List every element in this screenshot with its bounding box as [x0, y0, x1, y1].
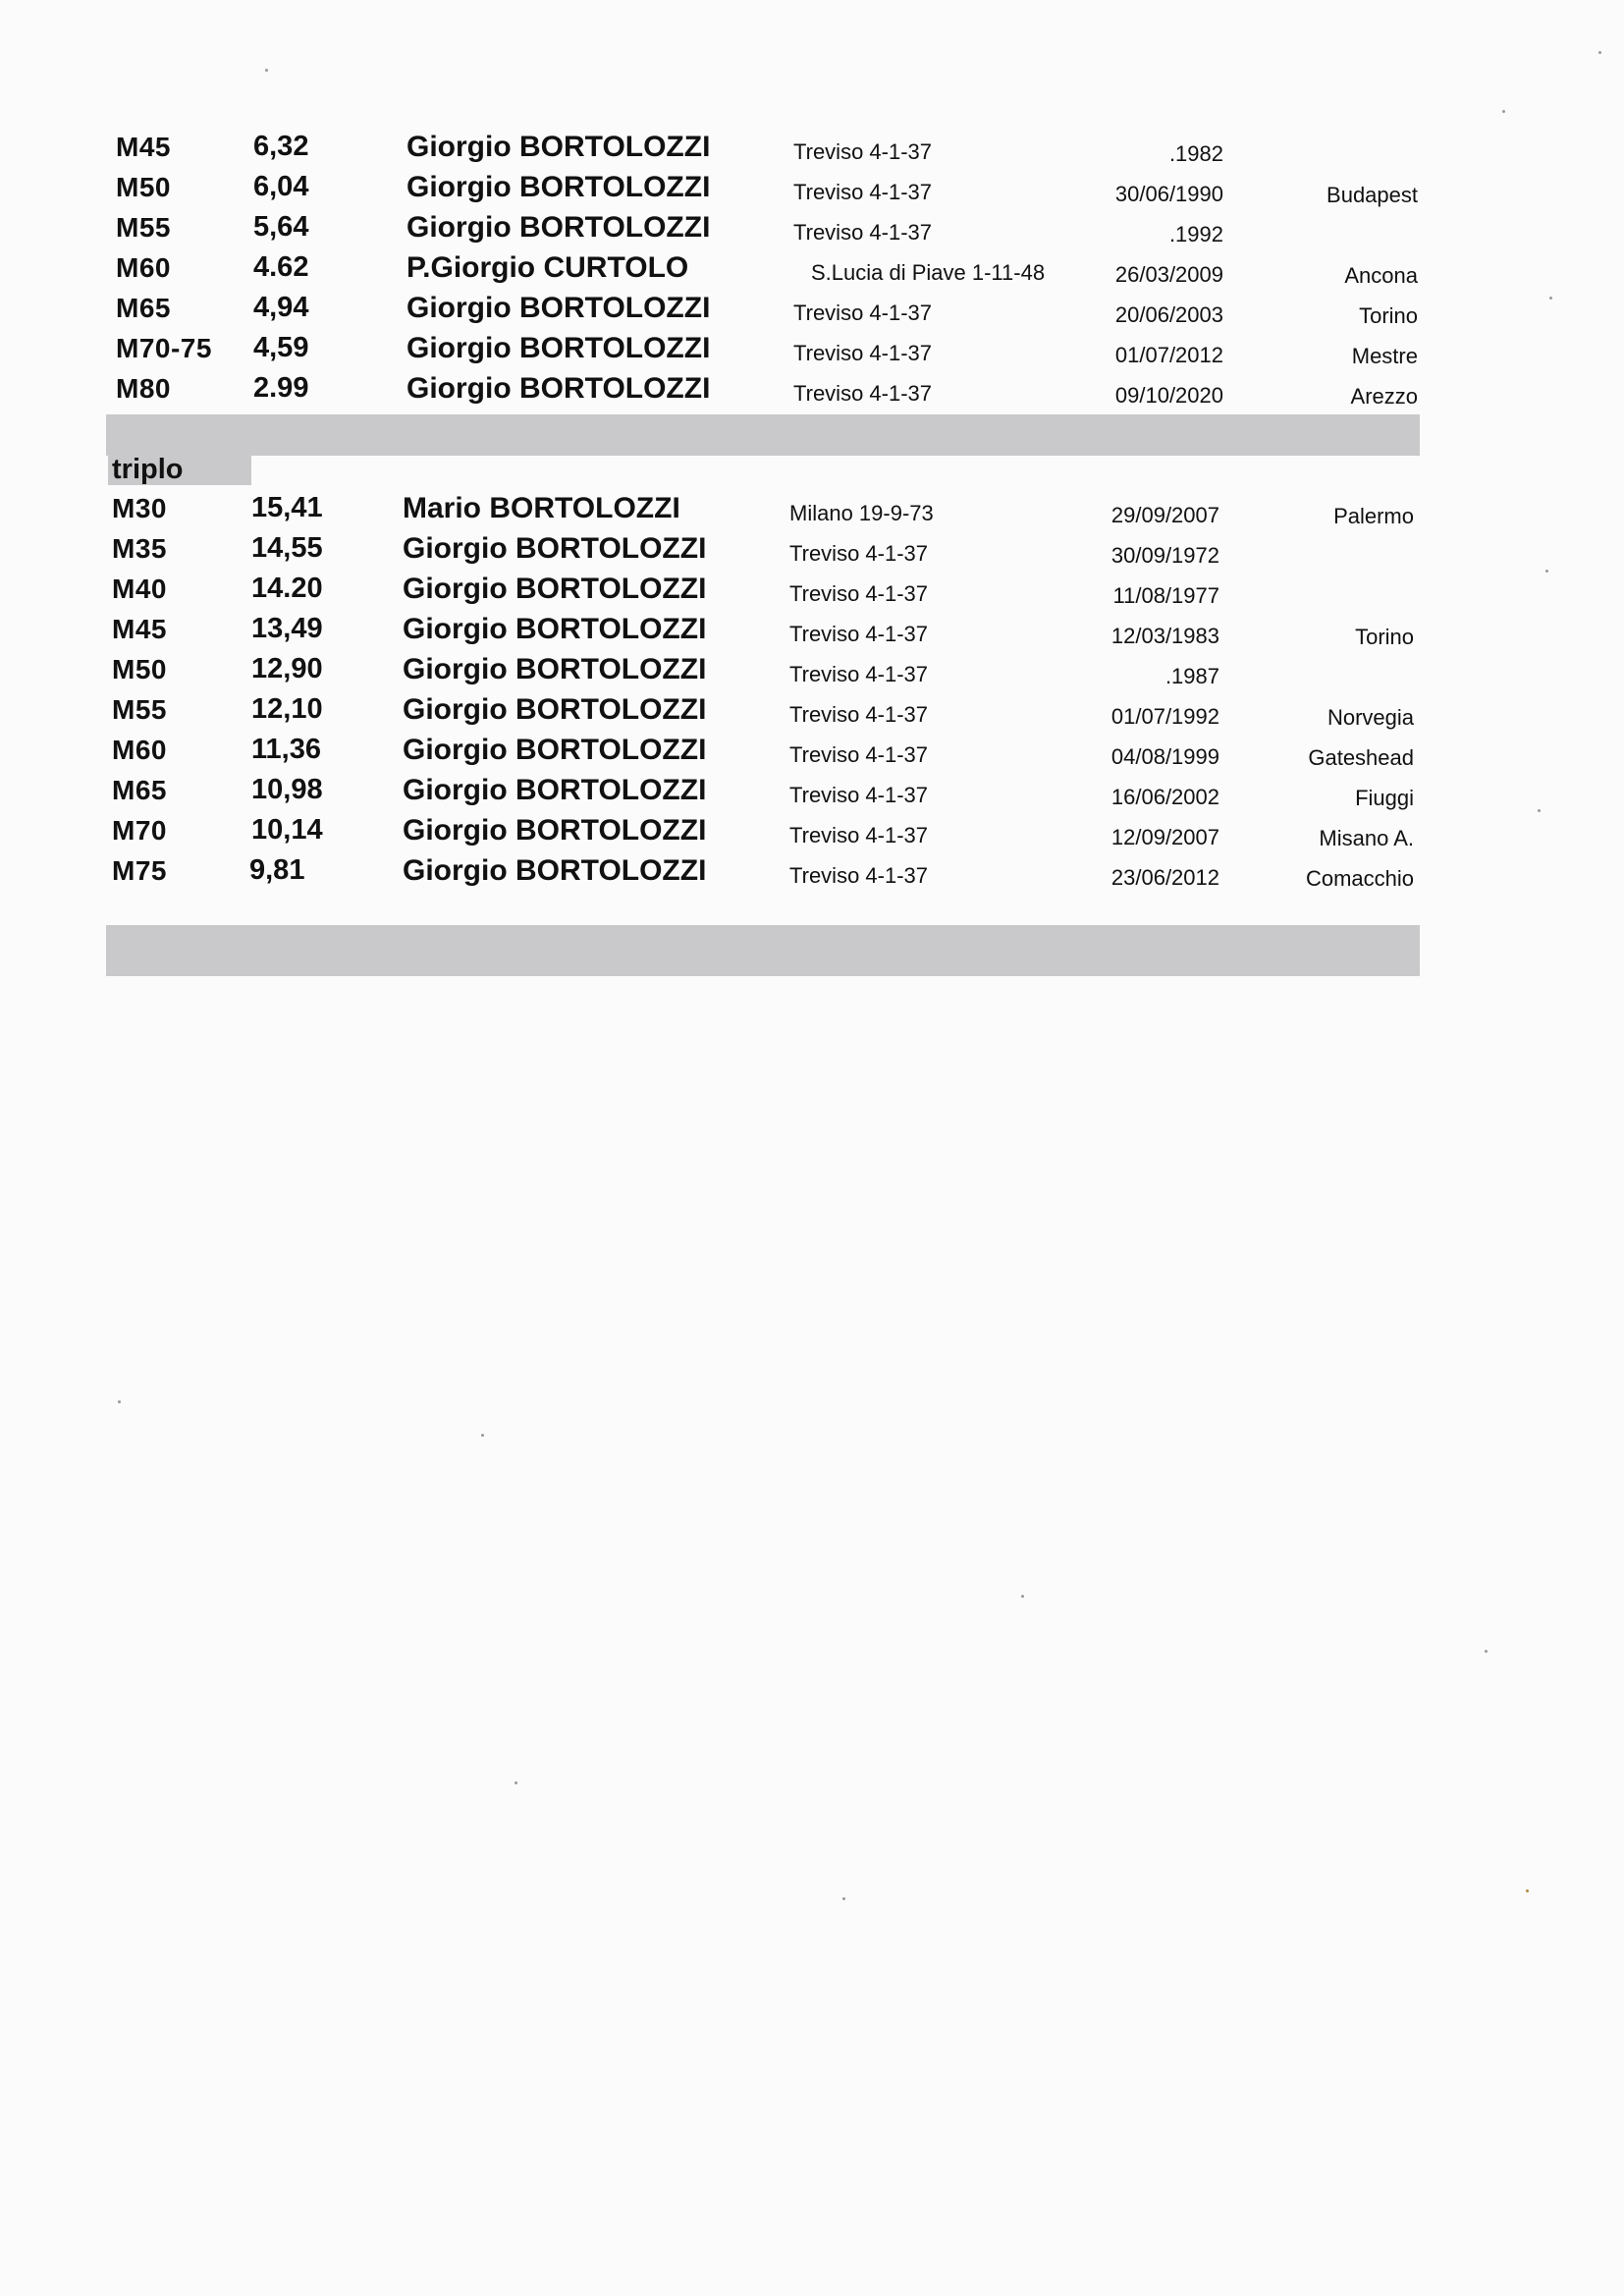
mark: 15,41	[251, 492, 323, 523]
category: M80	[116, 373, 171, 404]
table-row	[102, 568, 1416, 608]
category: M60	[112, 735, 167, 765]
category: M70	[112, 815, 167, 846]
scan-speck	[481, 1434, 484, 1437]
birth-info: Treviso 4-1-37	[789, 662, 929, 686]
athlete-name: Giorgio BORTOLOZZI	[403, 693, 707, 726]
section-title: triplo	[108, 454, 251, 485]
table-row	[106, 367, 1420, 408]
category: M75	[112, 855, 167, 886]
scan-speck	[1549, 297, 1552, 300]
birth-info: Treviso 4-1-37	[793, 381, 933, 406]
athlete-name: Giorgio BORTOLOZZI	[403, 653, 707, 685]
category: M45	[116, 132, 171, 162]
birth-info: Treviso 4-1-37	[789, 622, 929, 646]
scan-speck	[1485, 1650, 1488, 1653]
scan-speck	[1545, 570, 1548, 573]
birth-info: Treviso 4-1-37	[789, 581, 929, 606]
mark: 6,04	[253, 171, 309, 202]
record-place: Palermo	[1333, 504, 1414, 528]
table-row	[102, 688, 1416, 729]
record-date: 30/06/1990	[1114, 182, 1223, 206]
category: M45	[112, 614, 167, 644]
table-row	[106, 287, 1420, 327]
athlete-name: Giorgio BORTOLOZZI	[403, 734, 707, 766]
birth-info: Treviso 4-1-37	[789, 742, 929, 767]
table-row	[102, 527, 1416, 568]
mark: 11,36	[251, 734, 321, 765]
athlete-name: Giorgio BORTOLOZZI	[403, 814, 707, 847]
athlete-name: Giorgio BORTOLOZZI	[403, 573, 707, 605]
mark: 5,64	[253, 211, 309, 243]
athlete-name: P.Giorgio CURTOLO	[406, 251, 689, 284]
table-row	[102, 487, 1416, 527]
scan-speck	[1526, 1889, 1529, 1892]
record-date: .1982	[1168, 141, 1223, 166]
category: M35	[112, 533, 167, 564]
mark: 14.20	[251, 573, 323, 604]
table-row	[102, 648, 1416, 688]
athlete-name: Giorgio BORTOLOZZI	[406, 211, 711, 244]
section-separator-bottom	[106, 925, 1420, 976]
birth-info: Milano 19-9-73	[789, 501, 934, 525]
mark: 13,49	[251, 613, 323, 644]
table-row	[102, 729, 1416, 769]
birth-info: Treviso 4-1-37	[789, 823, 929, 847]
category: M55	[112, 694, 167, 725]
record-date: 04/08/1999	[1110, 744, 1219, 769]
record-place: Mestre	[1351, 344, 1418, 368]
record-place: Torino	[1359, 303, 1418, 328]
mark: 12,90	[251, 653, 323, 684]
record-date: 11/08/1977	[1112, 583, 1219, 608]
birth-info: Treviso 4-1-37	[793, 301, 933, 325]
table-row	[106, 206, 1420, 246]
record-place: Torino	[1355, 625, 1414, 649]
record-date: 26/03/2009	[1114, 262, 1223, 287]
table-row	[106, 126, 1420, 166]
record-date: 16/06/2002	[1110, 785, 1219, 809]
athlete-name: Giorgio BORTOLOZZI	[403, 532, 707, 565]
category: M55	[116, 212, 171, 243]
record-place: Norvegia	[1326, 705, 1414, 730]
athlete-name: Mario BORTOLOZZI	[403, 492, 680, 524]
birth-info: Treviso 4-1-37	[789, 863, 929, 888]
athlete-name: Giorgio BORTOLOZZI	[403, 613, 707, 645]
record-date: 09/10/2020	[1114, 383, 1223, 408]
scan-speck	[1538, 809, 1541, 812]
section-separator	[106, 414, 1420, 456]
category: M65	[116, 293, 171, 323]
scan-speck	[265, 69, 268, 72]
record-place: Fiuggi	[1355, 786, 1414, 810]
birth-info: S.Lucia di Piave 1-11-48	[811, 260, 1046, 285]
table-row	[102, 809, 1416, 849]
record-date: .1987	[1164, 664, 1219, 688]
category: M60	[116, 252, 171, 283]
category: M65	[112, 775, 167, 805]
table-row	[102, 769, 1416, 809]
record-place: Comacchio	[1305, 866, 1414, 891]
record-date: 01/07/1992	[1110, 704, 1219, 729]
record-date: 30/09/1972	[1110, 543, 1219, 568]
mark: 14,55	[251, 532, 323, 564]
category: M40	[112, 574, 167, 604]
category: M50	[116, 172, 171, 202]
record-place: Ancona	[1344, 263, 1418, 288]
table-row	[106, 327, 1420, 367]
table-row	[102, 849, 1416, 890]
record-place: Budapest	[1326, 183, 1418, 207]
birth-info: Treviso 4-1-37	[793, 341, 933, 365]
mark: 10,14	[251, 814, 323, 846]
record-place: Gateshead	[1308, 745, 1414, 770]
category: M30	[112, 493, 167, 523]
record-date: 12/03/1983	[1110, 624, 1219, 648]
records-table-1	[106, 126, 1420, 408]
mark: 4.62	[253, 251, 309, 283]
table-row	[106, 246, 1420, 287]
record-place: Misano A.	[1319, 826, 1414, 850]
athlete-name: Giorgio BORTOLOZZI	[403, 774, 707, 806]
table-row	[102, 608, 1416, 648]
mark: 4,94	[253, 292, 309, 323]
record-date: 29/09/2007	[1110, 503, 1219, 527]
athlete-name: Giorgio BORTOLOZZI	[406, 332, 711, 364]
athlete-name: Giorgio BORTOLOZZI	[406, 171, 711, 203]
birth-info: Treviso 4-1-37	[789, 783, 929, 807]
athlete-name: Giorgio BORTOLOZZI	[406, 372, 711, 405]
record-place: Arezzo	[1350, 384, 1418, 409]
scan-speck	[1502, 110, 1505, 113]
record-date: 01/07/2012	[1114, 343, 1223, 367]
birth-info: Treviso 4-1-37	[793, 139, 933, 164]
category: M50	[112, 654, 167, 684]
mark: 9,81	[249, 854, 305, 886]
scan-speck	[118, 1400, 121, 1403]
birth-info: Treviso 4-1-37	[793, 180, 933, 204]
record-date: 23/06/2012	[1110, 865, 1219, 890]
scan-speck	[1598, 51, 1601, 54]
mark: 4,59	[253, 332, 309, 363]
record-date: .1992	[1168, 222, 1223, 246]
athlete-name: Giorgio BORTOLOZZI	[406, 131, 711, 163]
scan-speck	[842, 1897, 845, 1900]
birth-info: Treviso 4-1-37	[793, 220, 933, 245]
birth-info: Treviso 4-1-37	[789, 702, 929, 727]
record-date: 12/09/2007	[1110, 825, 1219, 849]
athlete-name: Giorgio BORTOLOZZI	[406, 292, 711, 324]
records-table-2	[102, 487, 1416, 890]
table-row	[106, 166, 1420, 206]
scan-speck	[514, 1781, 517, 1784]
mark: 10,98	[251, 774, 323, 805]
athlete-name: Giorgio BORTOLOZZI	[403, 854, 707, 887]
category: M70-75	[116, 333, 212, 363]
mark: 2.99	[253, 372, 309, 404]
mark: 12,10	[251, 693, 323, 725]
birth-info: Treviso 4-1-37	[789, 541, 929, 566]
mark: 6,32	[253, 131, 309, 162]
scan-speck	[1021, 1595, 1024, 1598]
record-date: 20/06/2003	[1114, 302, 1223, 327]
